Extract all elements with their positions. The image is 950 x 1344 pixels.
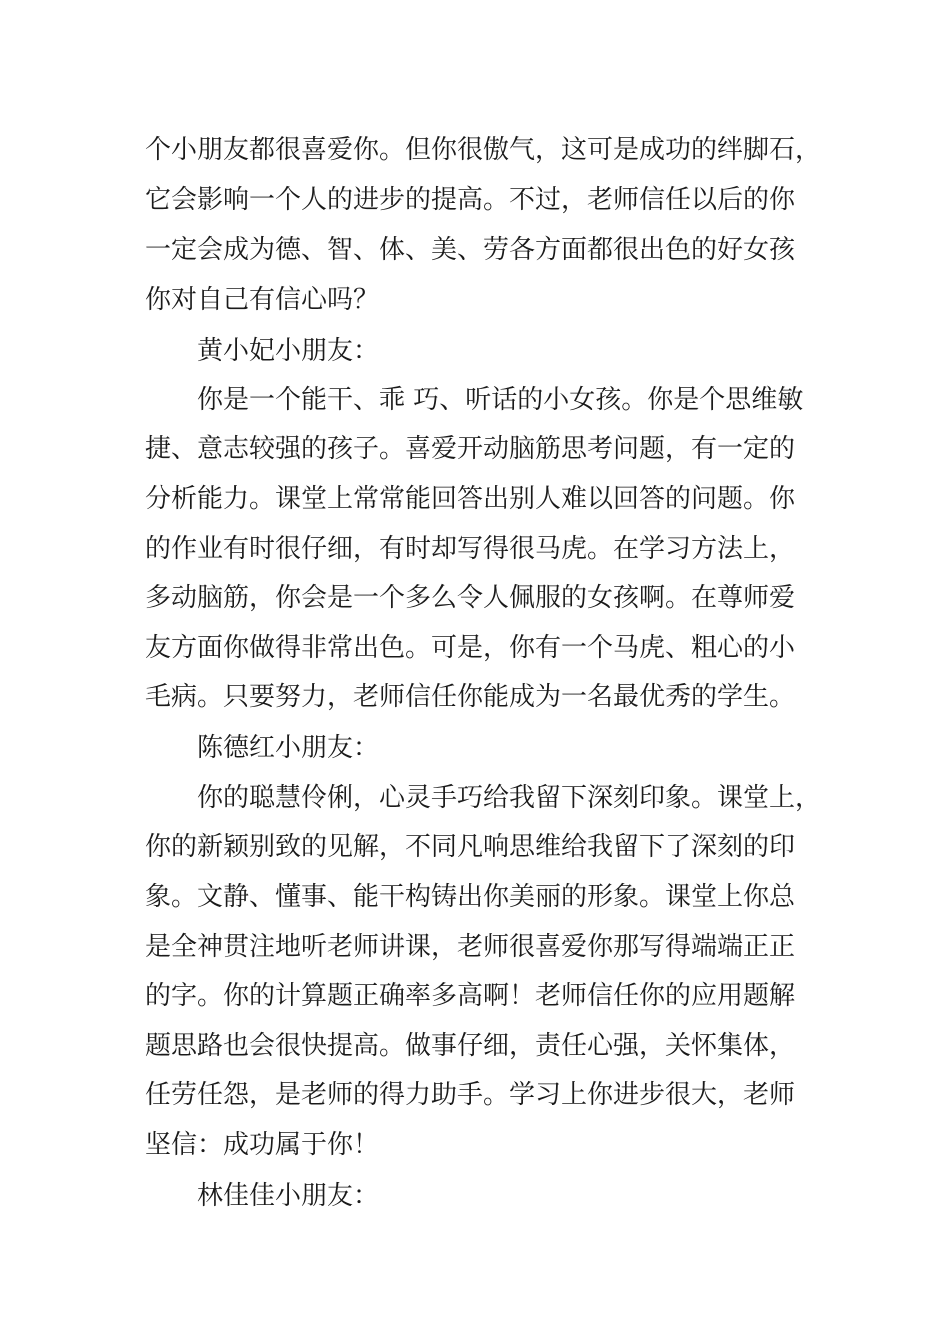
text-line: 它会影响一个人的进步的提高。不过，老师信任以后的你 [145, 185, 796, 215]
text-line: 毛病。只要努力，老师信任你能成为一名最优秀的学生。 [145, 682, 796, 712]
text-line: 你是一个能干、乖 巧、听话的小女孩。你是个思维敏 [197, 385, 804, 415]
text-line: 捷、意志较强的孩子。喜爱开动脑筋思考问题，有一定的 [145, 434, 796, 464]
text-line: 坚信：成功属于你！ [145, 1130, 380, 1160]
text-line: 你的新颖别致的见解，不同凡响思维给我留下了深刻的印 [145, 832, 796, 862]
text-line: 友方面你做得非常出色。可是，你有一个马虎、粗心的小 [145, 633, 796, 663]
text-line: 象。文静、懂事、能干构铸出你美丽的形象。课堂上你总 [145, 882, 796, 912]
text-line: 你的聪慧伶俐，心灵手巧给我留下深刻印象。课堂上， [197, 783, 822, 813]
text-line: 分析能力。课堂上常常能回答出别人难以回答的问题。你 [145, 484, 796, 514]
text-line: 多动脑筋，你会是一个多么令人佩服的女孩啊。在尊师爱 [145, 583, 796, 613]
text-line: 的字。你的计算题正确率多高啊！老师信任你的应用题解 [145, 981, 796, 1011]
text-line: 一定会成为德、智、体、美、劳各方面都很出色的好女孩 [145, 235, 796, 265]
text-line: 个小朋友都很喜爱你。但你很傲气，这可是成功的绊脚石， [145, 135, 822, 165]
recipient-heading: 林佳佳小朋友： [197, 1181, 380, 1211]
text-line: 的作业有时很仔细，有时却写得很马虎。在学习方法上， [145, 534, 796, 564]
recipient-heading: 陈德红小朋友： [197, 733, 380, 763]
text-line: 你对自己有信心吗？ [145, 285, 380, 315]
recipient-heading: 黄小妃小朋友： [197, 336, 380, 366]
text-line: 任劳任怨，是老师的得力助手。学习上你进步很大，老师 [145, 1080, 796, 1110]
text-line: 是全神贯注地听老师讲课，老师很喜爱你那写得端端正正 [145, 932, 796, 962]
text-line: 题思路也会很快提高。做事仔细，责任心强，关怀集体， [145, 1031, 796, 1061]
